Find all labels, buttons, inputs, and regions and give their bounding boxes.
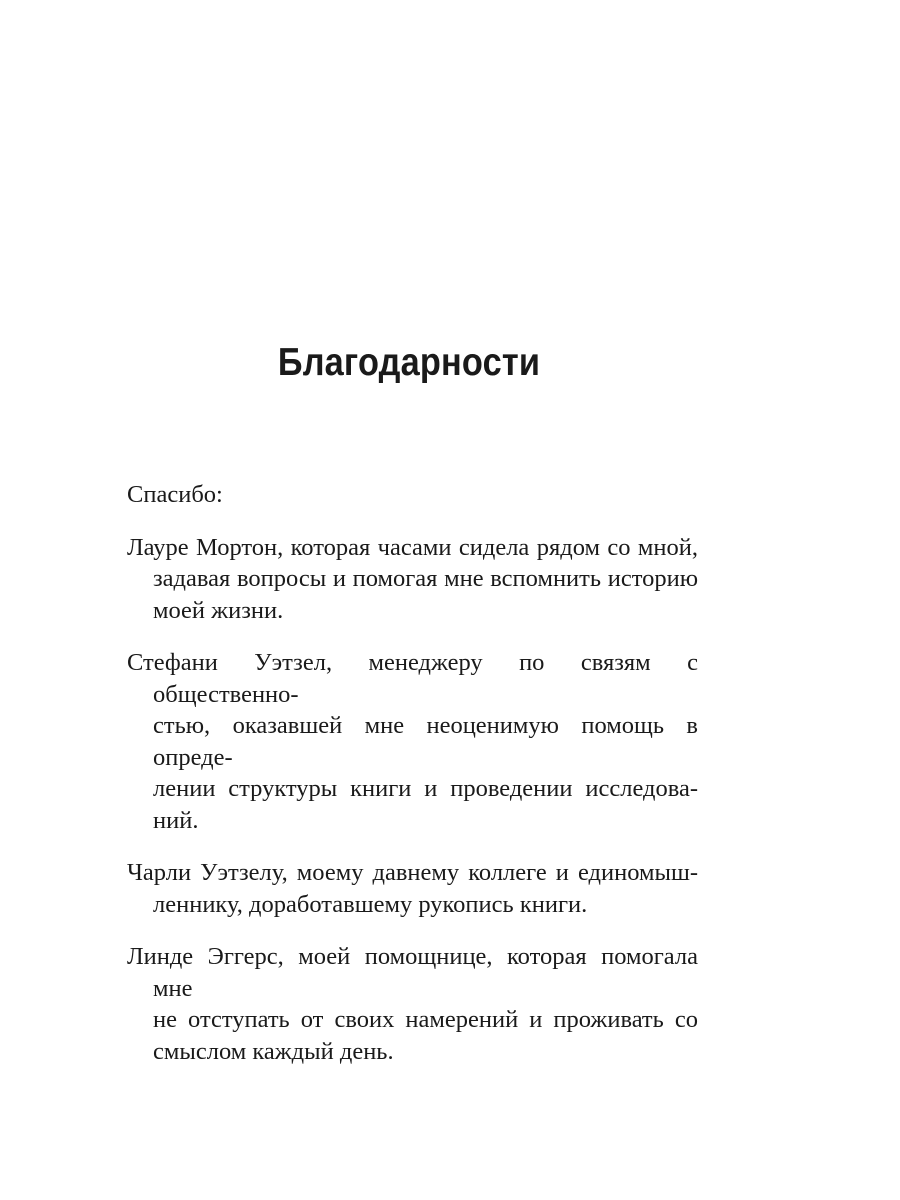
intro-text: Спасибо: <box>127 481 223 508</box>
entry-line: Линде Эггерс, моей помощнице, которая помогала мне <box>127 943 698 1002</box>
acknowledgement-entry <box>127 647 698 836</box>
acknowledgement-entry <box>127 532 698 627</box>
entry-line: стью, оказавшей мне неоценимую помощь в опреде- <box>153 712 698 771</box>
acknowledgement-entry <box>127 857 698 920</box>
entry-line: задавая вопросы и помогая мне вспомнить историю <box>153 565 698 592</box>
acknowledgement-entry <box>127 941 698 1067</box>
entry-line: моей жизни. <box>153 596 284 624</box>
entry-line: Лауре Мортон, которая часами сидела рядом со мной, <box>127 533 698 561</box>
entry-line: не отступать от своих намерений и проживать со <box>153 1006 698 1033</box>
entry-line: Стефани Уэтзел, менеджеру по связям с общественно- <box>127 649 698 708</box>
acknowledgements-body <box>127 479 698 1088</box>
entry-line: лении структуры книги и проведении исследова- <box>153 775 698 802</box>
page-title: Благодарности <box>277 341 541 384</box>
entry-line: леннику, доработавшему рукопись книги. <box>153 890 588 918</box>
entry-line: Чарли Уэтзелу, моему давнему коллеге и единомыш- <box>127 859 698 886</box>
entry-line: смыслом каждый день. <box>153 1037 394 1065</box>
entry-line: ний. <box>153 806 199 834</box>
